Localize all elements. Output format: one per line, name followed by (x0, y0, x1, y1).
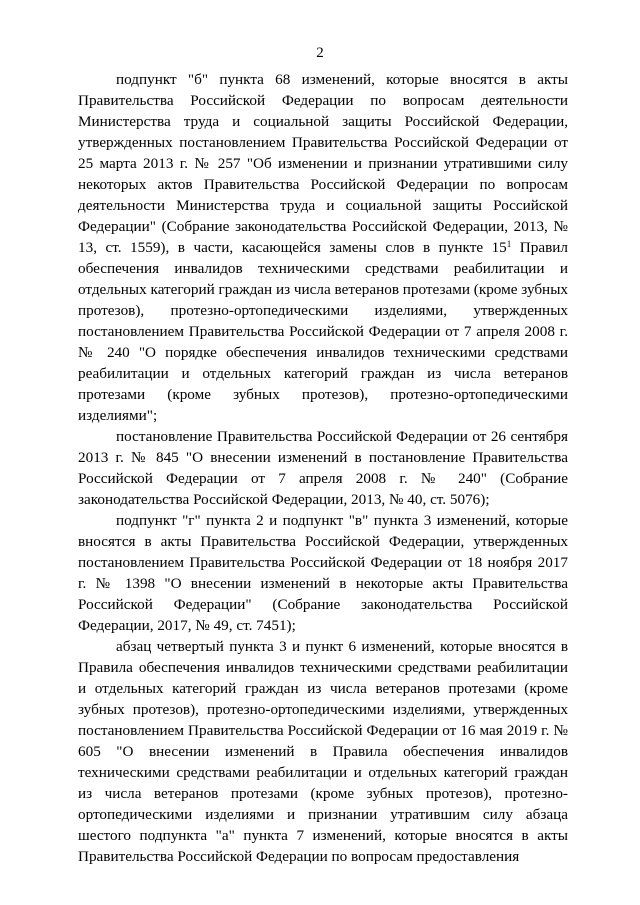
paragraph-3: подпункт "г" пункта 2 и подпункт "в" пункта 3 изменений, которые вносятся в акты Правительства Российской Федерации, утвержденных постановлением Правительства Российской Федерации от 18 ноября 2017 г. № 1398 "О внесении изменений в некоторые акты Правительства Российской Федерации" (Собрание законодательства Российской Федерации, 2017, № 49, ст. 7451); (78, 512, 568, 634)
page-number: 2 (316, 45, 324, 61)
paragraph-1 (78, 69, 568, 426)
footnote-superscript: 1 (506, 239, 512, 249)
paragraph-2: постановление Правительства Российской Федерации от 26 сентября 2013 г. № 845 "О внесении изменений в постановление Правительства Российской Федерации от 7 апреля 2008 г. № 240" (Собрание законодательства Российской Федерации, 2013, № 40, ст. 5076); (78, 428, 568, 508)
paragraph-1-text-part-2: Правил обеспечения инвалидов техническими средствами реабилитации и отдельных категорий граждан из числа ветеранов протезами (кроме зубных протезов), протезно-ортопедическими изделиями, утвержденных постановлением Правительства Российской Федерации от 7 апреля 2008 г. № 240 "О порядке обеспечения инвалидов техническими средствами реабилитации и отдельных категорий граждан из числа ветеранов протезами (кроме зубных протезов), протезно-ортопедическими изделиями"; (78, 239, 568, 424)
paragraph-4: абзац четвертый пункта 3 и пункт 6 изменений, которые вносятся в Правила обеспечения инвалидов техническими средствами реабилитации и отдельных категорий граждан из числа ветеранов протезами (кроме зубных протезов), протезно-ортопедическими изделиями, утвержденных постановлением Правительства Российской Федерации от 16 мая 2019 г. № 605 "О внесении изменений в Правила обеспечения инвалидов техническими средствами реабилитации и отдельных категорий граждан из числа ветеранов протезами (кроме зубных протезов), протезно-ортопедическими изделиями и признании утратившим силу абзаца шестого подпункта "а" пункта 7 изменений, которые вносятся в акты Правительства Российской Федерации по вопросам предоставления (78, 638, 568, 865)
paragraph-1-text-part-1: подпункт "б" пункта 68 изменений, которые вносятся в акты Правительства Российской Федерации по вопросам деятельности Министерства труда и социальной защиты Российской Федерации, утвержденных постановлением Правительства Российской Федерации от 25 марта 2013 г. № 257 "Об изменении и признании утратившими силу некоторых актов Правительства Российской Федерации по вопросам деятельности Министерства труда и социальной защиты Российской Федерации" (Собрание законодательства Российской Федерации, 2013, № 13, ст. 1559), в части, касающейся замены слов в пункте 15 (78, 71, 568, 256)
document-body (78, 69, 568, 867)
